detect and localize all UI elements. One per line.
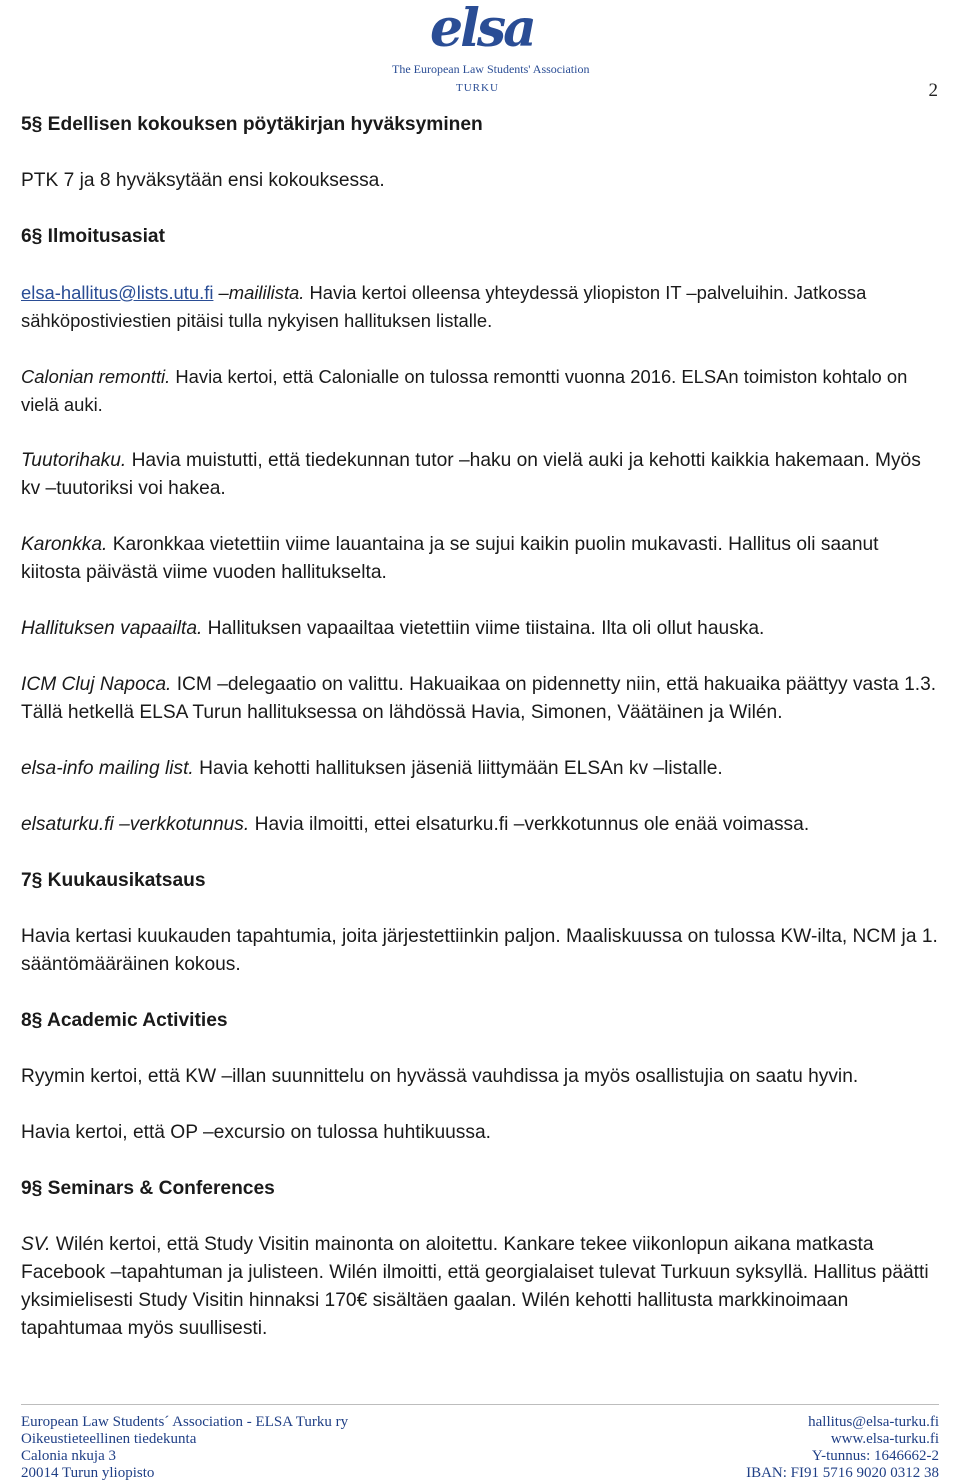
postal-address: 20014 Turun yliopisto xyxy=(21,1465,155,1481)
paragraph xyxy=(21,363,939,419)
footer-left xyxy=(21,1414,348,1482)
item-label: Hallituksen vapaailta. xyxy=(21,618,203,639)
item-label: elsaturku.fi –verkkotunnus. xyxy=(21,814,250,835)
page-number: 2 xyxy=(928,80,938,101)
street-address: Calonia ​nkuja 3 xyxy=(21,1448,116,1464)
website-link[interactable]: www.elsa-turku.fi xyxy=(830,1431,939,1447)
document-body xyxy=(21,111,939,1371)
item-text: Wilén kertoi, että Study Visitin mainonta on aloitettu. Kankare tekee viikonlopun aikana matkasta Facebook –tapahtuman ja julisteen. Wilén ilmoitti, että georgialaiset tulevat Turkuun syksyllä. Hallitus päätti yksimielisesti Study Visitin hinnaksi 170€ sisältäen gaalan. Wilén kehotti hallitusta markkinoimaan tapahtumaa myös suullisesti. xyxy=(21,1234,929,1339)
paragraph xyxy=(21,755,939,783)
item-text: Havia kertoi, että Calonialle on tulossa remontti vuonna 2016. ELSAn toimiston kohtalo on vielä auki. xyxy=(21,366,908,415)
item-text: Havia muistutti, että tiedekunnan tutor –haku on vielä auki ja kehotti kaikkia hakemaan. Myös kv –tuutoriksi voi hakea. xyxy=(21,450,921,499)
paragraph: Havia kertasi kuukauden tapahtumia, joita järjestettiinkin paljon. Maaliskuussa on tulossa KW-ilta, NCM ja 1. sääntömääräinen kokous. xyxy=(21,926,938,975)
item-label: ICM Cluj Napoca. xyxy=(21,674,172,695)
paragraph xyxy=(21,447,939,503)
iban: IBAN: FI91 5716 9020 0312 38 xyxy=(746,1465,939,1481)
paragraph xyxy=(21,1231,939,1343)
section-heading: 5§ Edellisen kokouksen pöytäkirjan hyväksyminen xyxy=(21,114,483,135)
section-heading: 7§ Kuukausikatsaus xyxy=(21,870,206,891)
item-text: Hallituksen vapaailtaa vietettiin viime tiistaina. Ilta oli ollut hauska. xyxy=(202,618,765,639)
section-heading: 9§ Seminars & Conferences xyxy=(21,1178,275,1199)
item-text: ICM –delegaatio on valittu. Hakuaikaa on pidennetty niin, että hakuaika päättyy vasta 1.3. Tällä hetkellä ELSA Turun hallituksessa on lähdössä Havia, Simonen, Väätäinen ja Wilén. xyxy=(21,674,937,723)
item-label: Calonian remontti. xyxy=(21,366,171,387)
org-name: European Law Students´ Association - ELSA Turku ry xyxy=(21,1414,349,1430)
item-label: Tuutorihaku. xyxy=(21,450,127,471)
business-id: Y-tunnus: 1646662-2 xyxy=(811,1448,939,1464)
paragraph xyxy=(21,671,939,727)
faculty: Oikeustieteellinen tiedekunta xyxy=(21,1431,197,1447)
item-label: elsa-info mailing list. xyxy=(21,758,194,779)
paragraph: PTK 7 ja 8 hyväksytään ensi kokouksessa. xyxy=(21,170,385,191)
item-label: SV. xyxy=(21,1234,51,1255)
paragraph xyxy=(21,531,939,587)
paragraph xyxy=(21,279,939,335)
elsa-logo xyxy=(390,0,590,96)
item-text: Havia kehotti hallituksen jäseniä liittymään ELSAn kv –listalle. xyxy=(193,758,723,779)
logo-subtitle: The European Law Students' Association xyxy=(392,62,590,76)
paragraph: Havia kertoi, että OP –excursio on tulossa huhtikuussa. xyxy=(21,1122,491,1143)
mailing-list-link[interactable]: elsa-hallitus@lists.utu.fi xyxy=(21,282,214,303)
item-text: Havia kertoi olleensa yhteydessä yliopiston IT –palveluihin. Jatkossa sähköpostiviestien pitäisi tulla nykyisen hallituksen listalle. xyxy=(21,282,867,331)
item-text: Havia ilmoitti, ettei elsaturku.fi –verkkotunnus ole enää voimassa. xyxy=(249,814,810,835)
logo-city: TURKU xyxy=(456,82,499,94)
item-label: Karonkka. xyxy=(21,534,108,555)
email-link[interactable]: hallitus@elsa-turku.fi xyxy=(808,1414,939,1430)
paragraph: Ryymin kertoi, että KW –illan suunnittelu on hyvässä vauhdissa ja myös osallistujia on saatu hyvin. xyxy=(21,1066,859,1087)
page-footer xyxy=(21,1404,939,1481)
logo-wordmark: elsa xyxy=(430,0,534,59)
item-label: –maililista. xyxy=(213,282,305,303)
section-heading: 8§ Academic Activities xyxy=(21,1010,228,1031)
section-heading: 6§ Ilmoitusasiat xyxy=(21,226,165,247)
footer-right xyxy=(746,1414,939,1482)
paragraph xyxy=(21,811,939,839)
paragraph xyxy=(21,615,939,643)
item-text: Karonkkaa vietettiin viime lauantaina ja se sujui kaikin puolin mukavasti. Hallitus oli saanut kiitosta päivästä viime vuoden hallitukselta. xyxy=(21,534,879,583)
